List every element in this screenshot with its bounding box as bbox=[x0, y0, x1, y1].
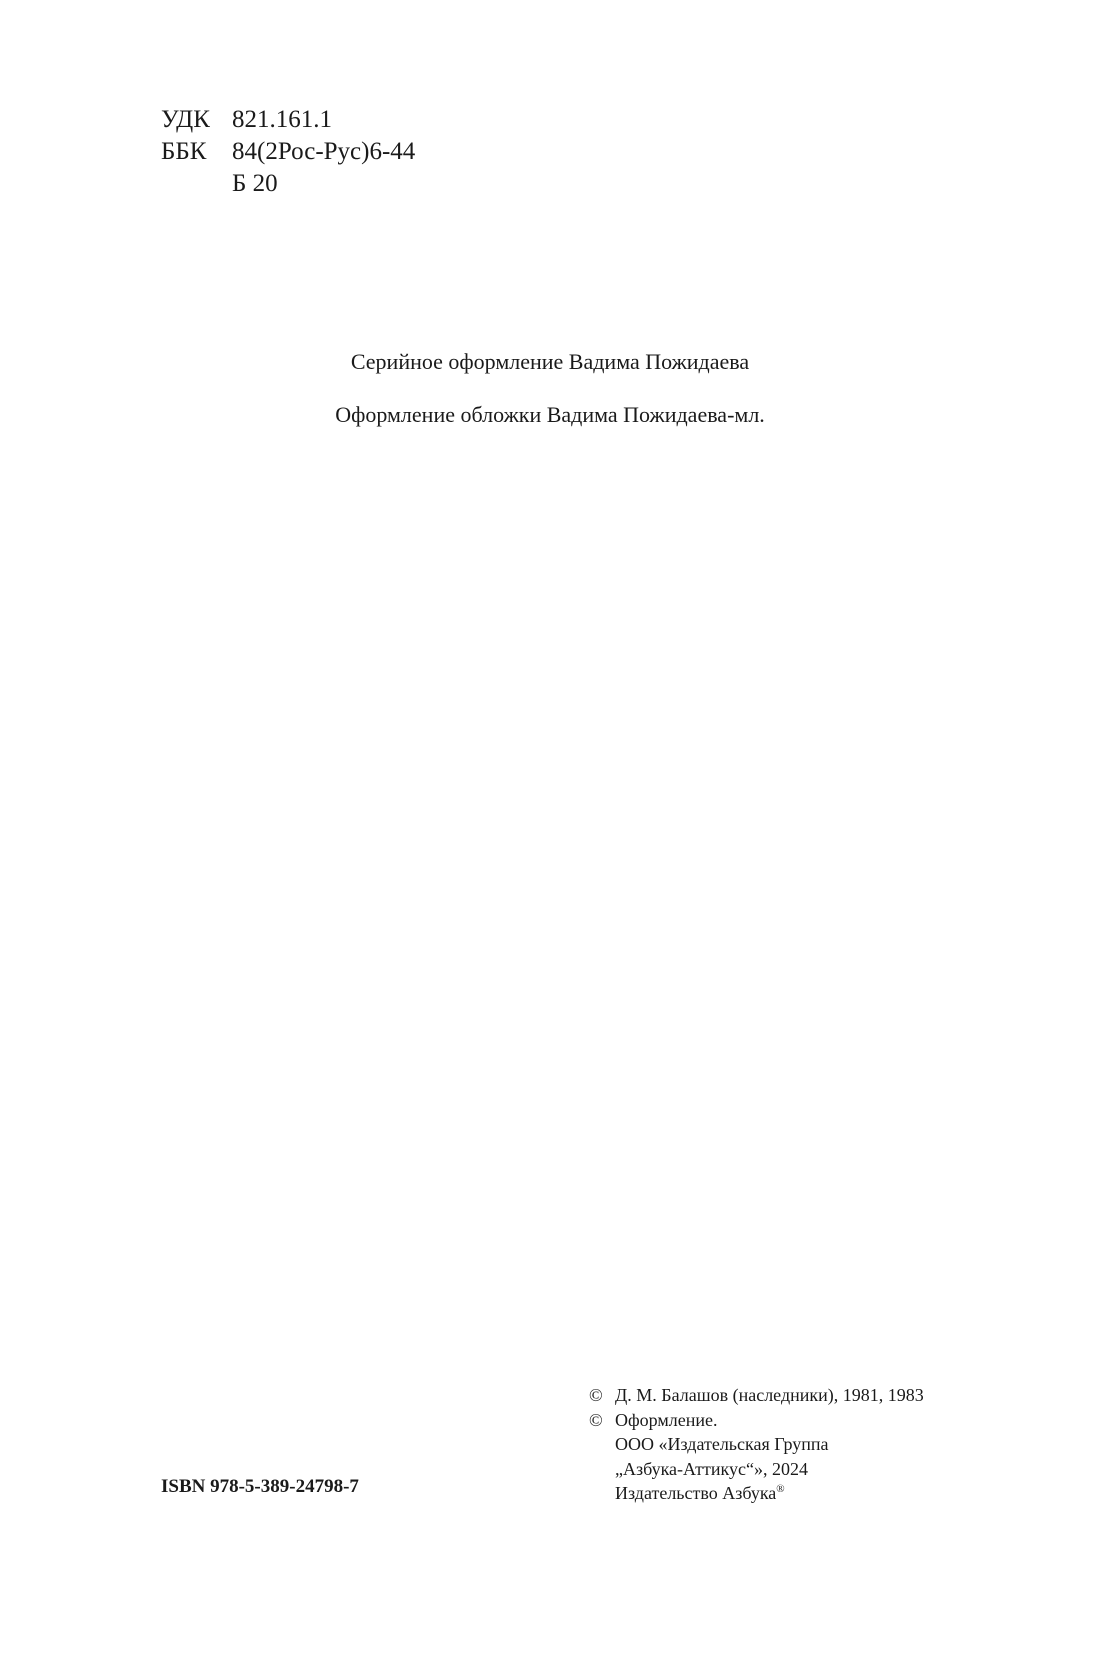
copyright-symbol: © bbox=[589, 1409, 603, 1430]
bbk-label: ББК bbox=[161, 138, 207, 165]
copyright-publisher-line-2: „Азбука-Аттикус“», 2024 bbox=[615, 1458, 808, 1479]
copyright-design-row bbox=[589, 1408, 924, 1433]
copyright-design: Оформление. bbox=[615, 1409, 718, 1430]
series-design-credit: Серийное оформление Вадима Пожидаева bbox=[350, 349, 750, 374]
copyright-publisher-line-1: ООО «Издательская Группа bbox=[615, 1434, 829, 1454]
author-mark: Б 20 bbox=[232, 170, 278, 197]
copyright-symbol: © bbox=[589, 1385, 603, 1405]
bbk-row bbox=[161, 136, 415, 168]
udk-row bbox=[161, 104, 415, 136]
udk-value: 821.161.1 bbox=[232, 106, 332, 133]
copyright-author: Д. М. Балашов (наследники), 1981, 1983 bbox=[615, 1385, 924, 1405]
cover-design-credit: Оформление обложки Вадима Пожидаева-мл. bbox=[335, 402, 765, 427]
copyright-imprint: Издательство Азбука bbox=[615, 1483, 777, 1503]
bbk-value: 84(2Рос-Рус)6-44 bbox=[232, 138, 416, 165]
author-mark-row bbox=[161, 168, 415, 200]
copyright-imprint-row bbox=[589, 1481, 924, 1506]
copyright-block bbox=[589, 1383, 924, 1506]
copyright-author-row bbox=[589, 1383, 924, 1408]
udk-label: УДК bbox=[161, 106, 210, 133]
registered-trademark-mark: ® bbox=[776, 1483, 785, 1495]
isbn: ISBN 978-5-389-24798-7 bbox=[161, 1476, 359, 1497]
classification-block bbox=[161, 104, 415, 200]
